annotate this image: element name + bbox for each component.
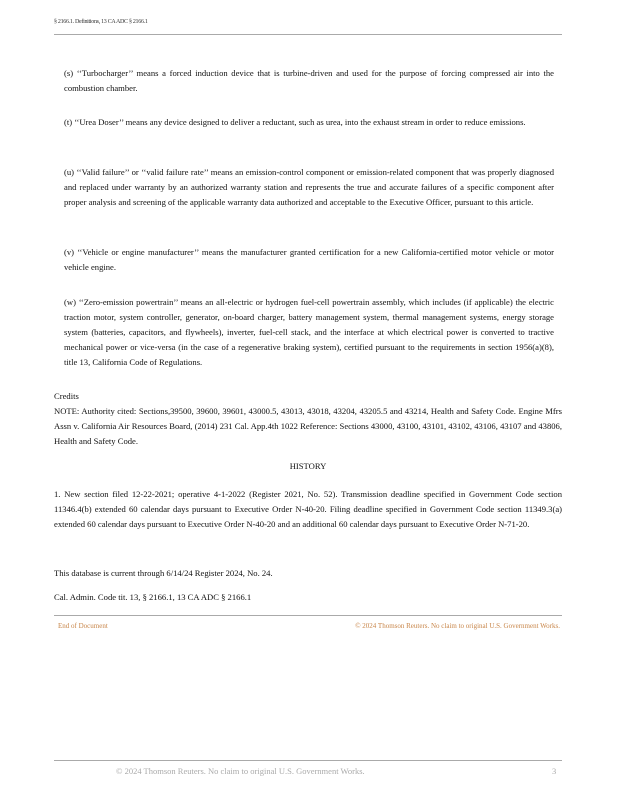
- definition-s: (s) ‘‘Turbocharger’’ means a forced induction device that is turbine-driven and used for the purpose of forcing compressed air into the combustion chamber.: [64, 68, 554, 93]
- history-title: HISTORY: [289, 461, 327, 471]
- definition-v: (v) ‘‘Vehicle or engine manufacturer’’ means the manufacturer granted certification for a new California-certified motor vehicle or motor vehicle engine.: [64, 247, 554, 272]
- definition-w: (w) ‘‘Zero-emission powertrain’’ means an all-electric or hydrogen fuel-cell powertrain assembly, which includes (if applicable) the electric traction motor, system controller, generator, on-board charger, battery management system, thermal management systems, energy storage system (batteries, capacitors, and flywheels), inverter, fuel-cell stack, and the interface at which electrical power is converted to tractive mechanical power or vice-versa (in the case of a regenerative braking system), certified pursuant to the requirements in section 1956(a)(8), title 13, California Code of Regulations.: [64, 297, 554, 367]
- end-copyright: © 2024 Thomson Reuters. No claim to original U.S. Government Works.: [355, 622, 560, 630]
- definition-u: (u) ‘‘Valid failure’’ or ‘‘valid failure rate’’ means an emission-control component or emission-related component that was properly diagnosed and replaced under warranty by an authorized warranty station and represents the true and accurate failures of a specific component after proper analysis and screening of the applicable warranty data authorized and acceptable to the Executive Officer, pursuant to this article.: [64, 167, 554, 207]
- credits-label: Credits: [54, 391, 79, 401]
- end-rule: [54, 615, 562, 616]
- credits-note: NOTE: Authority cited: Sections,39500, 39600, 39601, 43000.5, 43013, 43018, 43204, 43205.5 and 43214, Health and Safety Code. Engine Mfrs Assn v. California Air Resources Board, (2014) 231 Cal. App.4th 1022 Reference: Sections 43000, 43100, 43101, 43102, 43106, 43107 and 43806, Health and Safety Code.: [54, 406, 562, 446]
- footer-copyright: © 2024 Thomson Reuters. No claim to original U.S. Government Works.: [116, 766, 365, 776]
- definition-t: (t) ‘‘Urea Doser’’ means any device designed to deliver a reductant, such as urea, into the exhaust stream in order to reduce emissions.: [64, 117, 526, 127]
- currency-note: This database is current through 6/14/24 Register 2024, No. 24.: [54, 568, 273, 578]
- history-text: 1. New section filed 12-22-2021; operative 4-1-2022 (Register 2021, No. 52). Transmission deadline specified in Government Code section 11346.4(b) extended 60 calendar days pursuant to Executive Order N-40-20. Filing deadline specified in Government Code section 11349.3(a) extended 60 calendar days pursuant to Executive Order N-40-20 and an additional 60 calendar days pursuant to Executive Order N-71-20.: [54, 489, 562, 529]
- citation: Cal. Admin. Code tit. 13, § 2166.1, 13 CA ADC § 2166.1: [54, 592, 252, 602]
- end-of-document: End of Document: [58, 622, 108, 630]
- header-rule: [54, 34, 562, 35]
- running-header: § 2166.1. Definitions, 13 CA ADC § 2166.1: [54, 19, 148, 25]
- footer-rule: [54, 760, 562, 761]
- page-number: 3: [552, 766, 557, 776]
